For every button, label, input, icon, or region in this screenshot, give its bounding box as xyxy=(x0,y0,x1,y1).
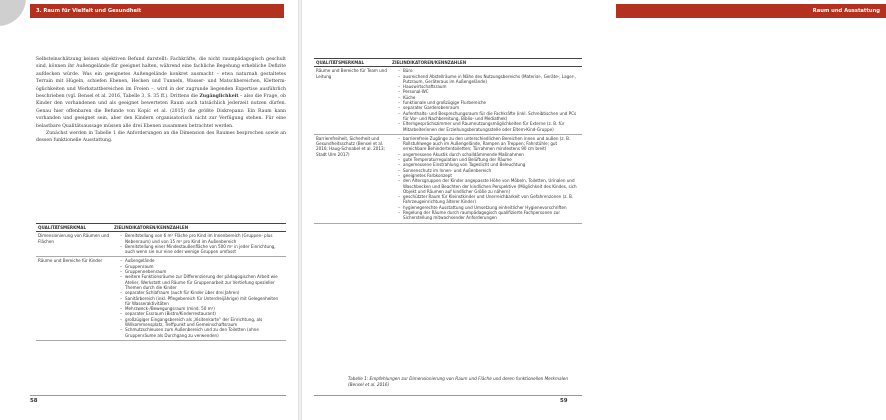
running-head-left: 3. Raum für Vielfalt und Gesundheit xyxy=(30,4,284,18)
criterion-cell: Räume und Bereiche für Kinder xyxy=(36,257,112,340)
table-row xyxy=(36,257,286,340)
table-caption: Tabelle 1: Empfehlungen zur Dimensionierung von Raum und Fläche und deren funktionellen Merkmalen (Bensel et al. 2016) xyxy=(348,376,569,387)
indicators-cell xyxy=(390,67,582,135)
indicator-item: – Küche xyxy=(398,95,580,100)
column-header-indicators: ZIELINDIKATOREN/KENNZAHLEN xyxy=(112,224,286,232)
indicator-item: – weitere Funktionsräume zur Differenzierung der pädagogischen Arbeit wie Atelier, Werkstatt und Räume für Gruppenarbeit zur Vertiefung spezieller Themen durch die Kinder xyxy=(120,274,284,290)
table-body-right xyxy=(314,67,582,223)
indicator-item: – separater Garderobenraum xyxy=(398,105,580,110)
left-page xyxy=(0,0,298,420)
indicator-item: – großzügiger Eingangsbereich als „Visitenkarte“ der Einrichtung, als Willkommensplatz, Treffpunkt und Gemeinschaftsraum xyxy=(120,317,284,328)
footer-rule-right xyxy=(314,395,582,396)
indicators-cell xyxy=(112,257,286,340)
indicator-list xyxy=(392,68,580,132)
indicator-item: – Bereitstellung von 6 m² Fläche pro Kind im Innenbereich (Gruppen- plus Nebenraum) und von 15 m² pro Kind im Außenbereich xyxy=(120,233,284,244)
table-row xyxy=(314,67,582,135)
indicator-item: – Schmutzschleusen zum Außenbereich und zu den Toiletten (ohne Gruppenräume als Durchgang zu verwenden) xyxy=(120,327,284,338)
criterion-cell: Dimensionierung von Räumen und Flächen xyxy=(36,232,112,257)
table-left xyxy=(36,223,286,341)
corner-thumb-tab xyxy=(0,0,26,26)
criterion-cell: Räume und Bereiche für Team und Leitung xyxy=(314,67,390,135)
indicator-item: – Mehrzweck-/Bewegungsraum (mind. 50 m²) xyxy=(120,306,284,311)
indicator-item: – Sonnenschutz im Innen- und Außenbereich xyxy=(398,168,580,173)
indicator-item: – den Altersgruppen der Kinder angepasste Höhe von Möbeln, Toiletten, Urinalen und Waschbecken und Beachten der kindlichen Perspektive (Möglichkeit des Kindes, sich Objekt und Räumen auf kindlicher Größe zu nähern) xyxy=(398,178,580,194)
indicator-item: – Außengelände xyxy=(120,258,284,263)
indicator-item: – ausreichend Abstellräume in Nähe des Nutzungsbereichs (Material-, Geräte-, Lager-, Putzraum, Geräteraus im Außengelände) xyxy=(398,74,580,85)
table-header-row xyxy=(36,224,286,232)
indicator-item: – Hauswirtschaftsraum xyxy=(398,84,580,89)
paragraph-1-bold: Zugänglichkeit xyxy=(199,94,239,100)
footer-rule-left xyxy=(30,395,286,396)
paragraph-2: Zunächst werden in Tabelle 1 die Anforderungen an die Dimension des Raumes besprochen sowie an dessen funktionelle Ausstattung. xyxy=(36,131,286,144)
table-header-row xyxy=(314,59,582,67)
indicator-item: – separater Essraum (Bistro/Kinderrestaurant) xyxy=(120,311,284,316)
page-number-left: 58 xyxy=(30,398,38,404)
indicator-list xyxy=(114,258,284,337)
indicator-item: – separater Schlafraum (auch für Kinder über drei Jahren) xyxy=(120,290,284,295)
column-header-criterion: QUALITÄTSMERKMAL xyxy=(36,224,112,232)
table-row xyxy=(314,134,582,223)
criterion-cell: Barrierefreiheit, Sicherheit und Gesundheitsschutz (Bensel et al. 2016; Haug-Schnabel et al. 2013; Stadt Ulm 2017) xyxy=(314,134,390,223)
body-text xyxy=(36,56,286,145)
quality-table-right xyxy=(314,58,582,224)
indicator-item: – Gruppennebenraum xyxy=(120,269,284,274)
indicator-item: – Gruppenraum xyxy=(120,264,284,269)
indicator-item: – Regelung der Räume durch raumpädagogisch qualifizierte Fachpersonen zur Sicherstellung mitwachsender Anforderungen xyxy=(398,210,580,221)
indicator-item: – Sanitärbereich (inkl. Pflegebereich für Unterdreijährige) mit Gelegenheiten für Wasseraktivitäten xyxy=(120,296,284,307)
indicator-item: – funktionale und großzügige Flurbereiche xyxy=(398,100,580,105)
quality-table-left xyxy=(36,223,286,341)
indicators-cell xyxy=(390,134,582,223)
indicator-item: – geeignetes Farbkonzept xyxy=(398,173,580,178)
page-number-right: 59 xyxy=(560,398,568,404)
indicator-item: – Aufenthalts- und Besprechungsraum für die Fachkräfte (inkl. Schreibtischen und PCs für Vor- und Nachbereitung, Biblio- und Mediathek) xyxy=(398,111,580,122)
indicator-list xyxy=(114,233,284,254)
indicators-cell xyxy=(112,232,286,257)
running-head-right: Raum und Ausstattung xyxy=(616,4,886,18)
indicator-item: – angemessene Einstrahlung von Tageslicht und Beleuchtung xyxy=(398,162,580,167)
indicator-item: – barrierefreie Zugänge zu den unterschiedlichen Bereichen innen und außen (z. B. Rollstuhlwege auch im Außengelände, Rampen an Treppen; Fahrstühle; gut erreichbare Behindertentoiletten; Türrahmen mindestens 90 cm breit) xyxy=(398,136,580,152)
paragraph-1 xyxy=(36,56,286,130)
paragraph-1-rest: – also die Frage, ob Kinder den vorhandenen und als geeignet bewerteten Raum auch tatsächlich jederzeit nutzen dürfen. Genau hier offenbaren die Befunde von Kopic et al. (2015) die größte Diskrepanz: Ein Raum kann vorhanden und geeignet sein, aber den Kindern organisatorisch nicht zur Verfügung stehen. Für eine belastbare Qualitätsaussage müssen alle drei Ebenen zusammen betrachtet werden. xyxy=(36,94,286,129)
indicator-item: – Personal-WC xyxy=(398,89,580,94)
indicator-item: – Elterngesprächszimmer und Raumnutzungsmöglichkeiten für Externe (z. B. für Mitarbeiterinnen der Erziehungsberatungsstelle oder Eltern-Kind-Gruppe) xyxy=(398,121,580,132)
indicator-item: – Bereitstellung einer Mindestaußenfläche von 500 m² in jeder Einrichtung, auch wenn sie nur eine oder wenige Gruppen umfasst xyxy=(120,244,284,255)
table-body-left xyxy=(36,232,286,341)
indicator-item: – hygienegerechte Ausstattung und Umsetzung einheitlicher Hygienevorschriften xyxy=(398,205,580,210)
indicator-item: – geschützter Raum für Kleinstkinder und Unerreichbarkeit von Gefahrenzonen (z. B. Fahrzeugeinrichtung älterer Kinder) xyxy=(398,194,580,205)
table-row xyxy=(36,232,286,257)
column-header-indicators: ZIELINDIKATOREN/KENNZAHLEN xyxy=(390,59,582,67)
indicator-list xyxy=(392,136,580,221)
indicator-item: – gute Temperaturregulation und Belüftung der Räume xyxy=(398,157,580,162)
column-header-criterion: QUALITÄTSMERKMAL xyxy=(314,59,390,67)
indicator-item: – angemessene Akustik durch schalldämmende Maßnahmen xyxy=(398,152,580,157)
indicator-item: – Büro xyxy=(398,68,580,73)
paragraph-1-text: Selbsteinschätzung keinen objektiven Befund darstellt: Fachkräfte, die nicht raumpädagogisch geschult sind, können ihr Außengelände für geeignet halten, während eine fachliche Begehung erhebliche Defizite aufdecken würde. Was ein geeignetes Außengelände konkret ausmacht – etwa naturnah gestaltetes Terrain mit Hügeln, schiefen Ebenen, Hecken und Tunneln, Wasser- und Matschbereichen, Klettermöglichkeiten und Werkstattbereichen im Freien –, wird in der zugrunde liegenden Expertise ausführlich beschrieben (vgl. Bensel et al. 2016, Tabelle 3, S. 35 ff.). Drittens die xyxy=(36,57,286,100)
table-right xyxy=(314,58,582,224)
